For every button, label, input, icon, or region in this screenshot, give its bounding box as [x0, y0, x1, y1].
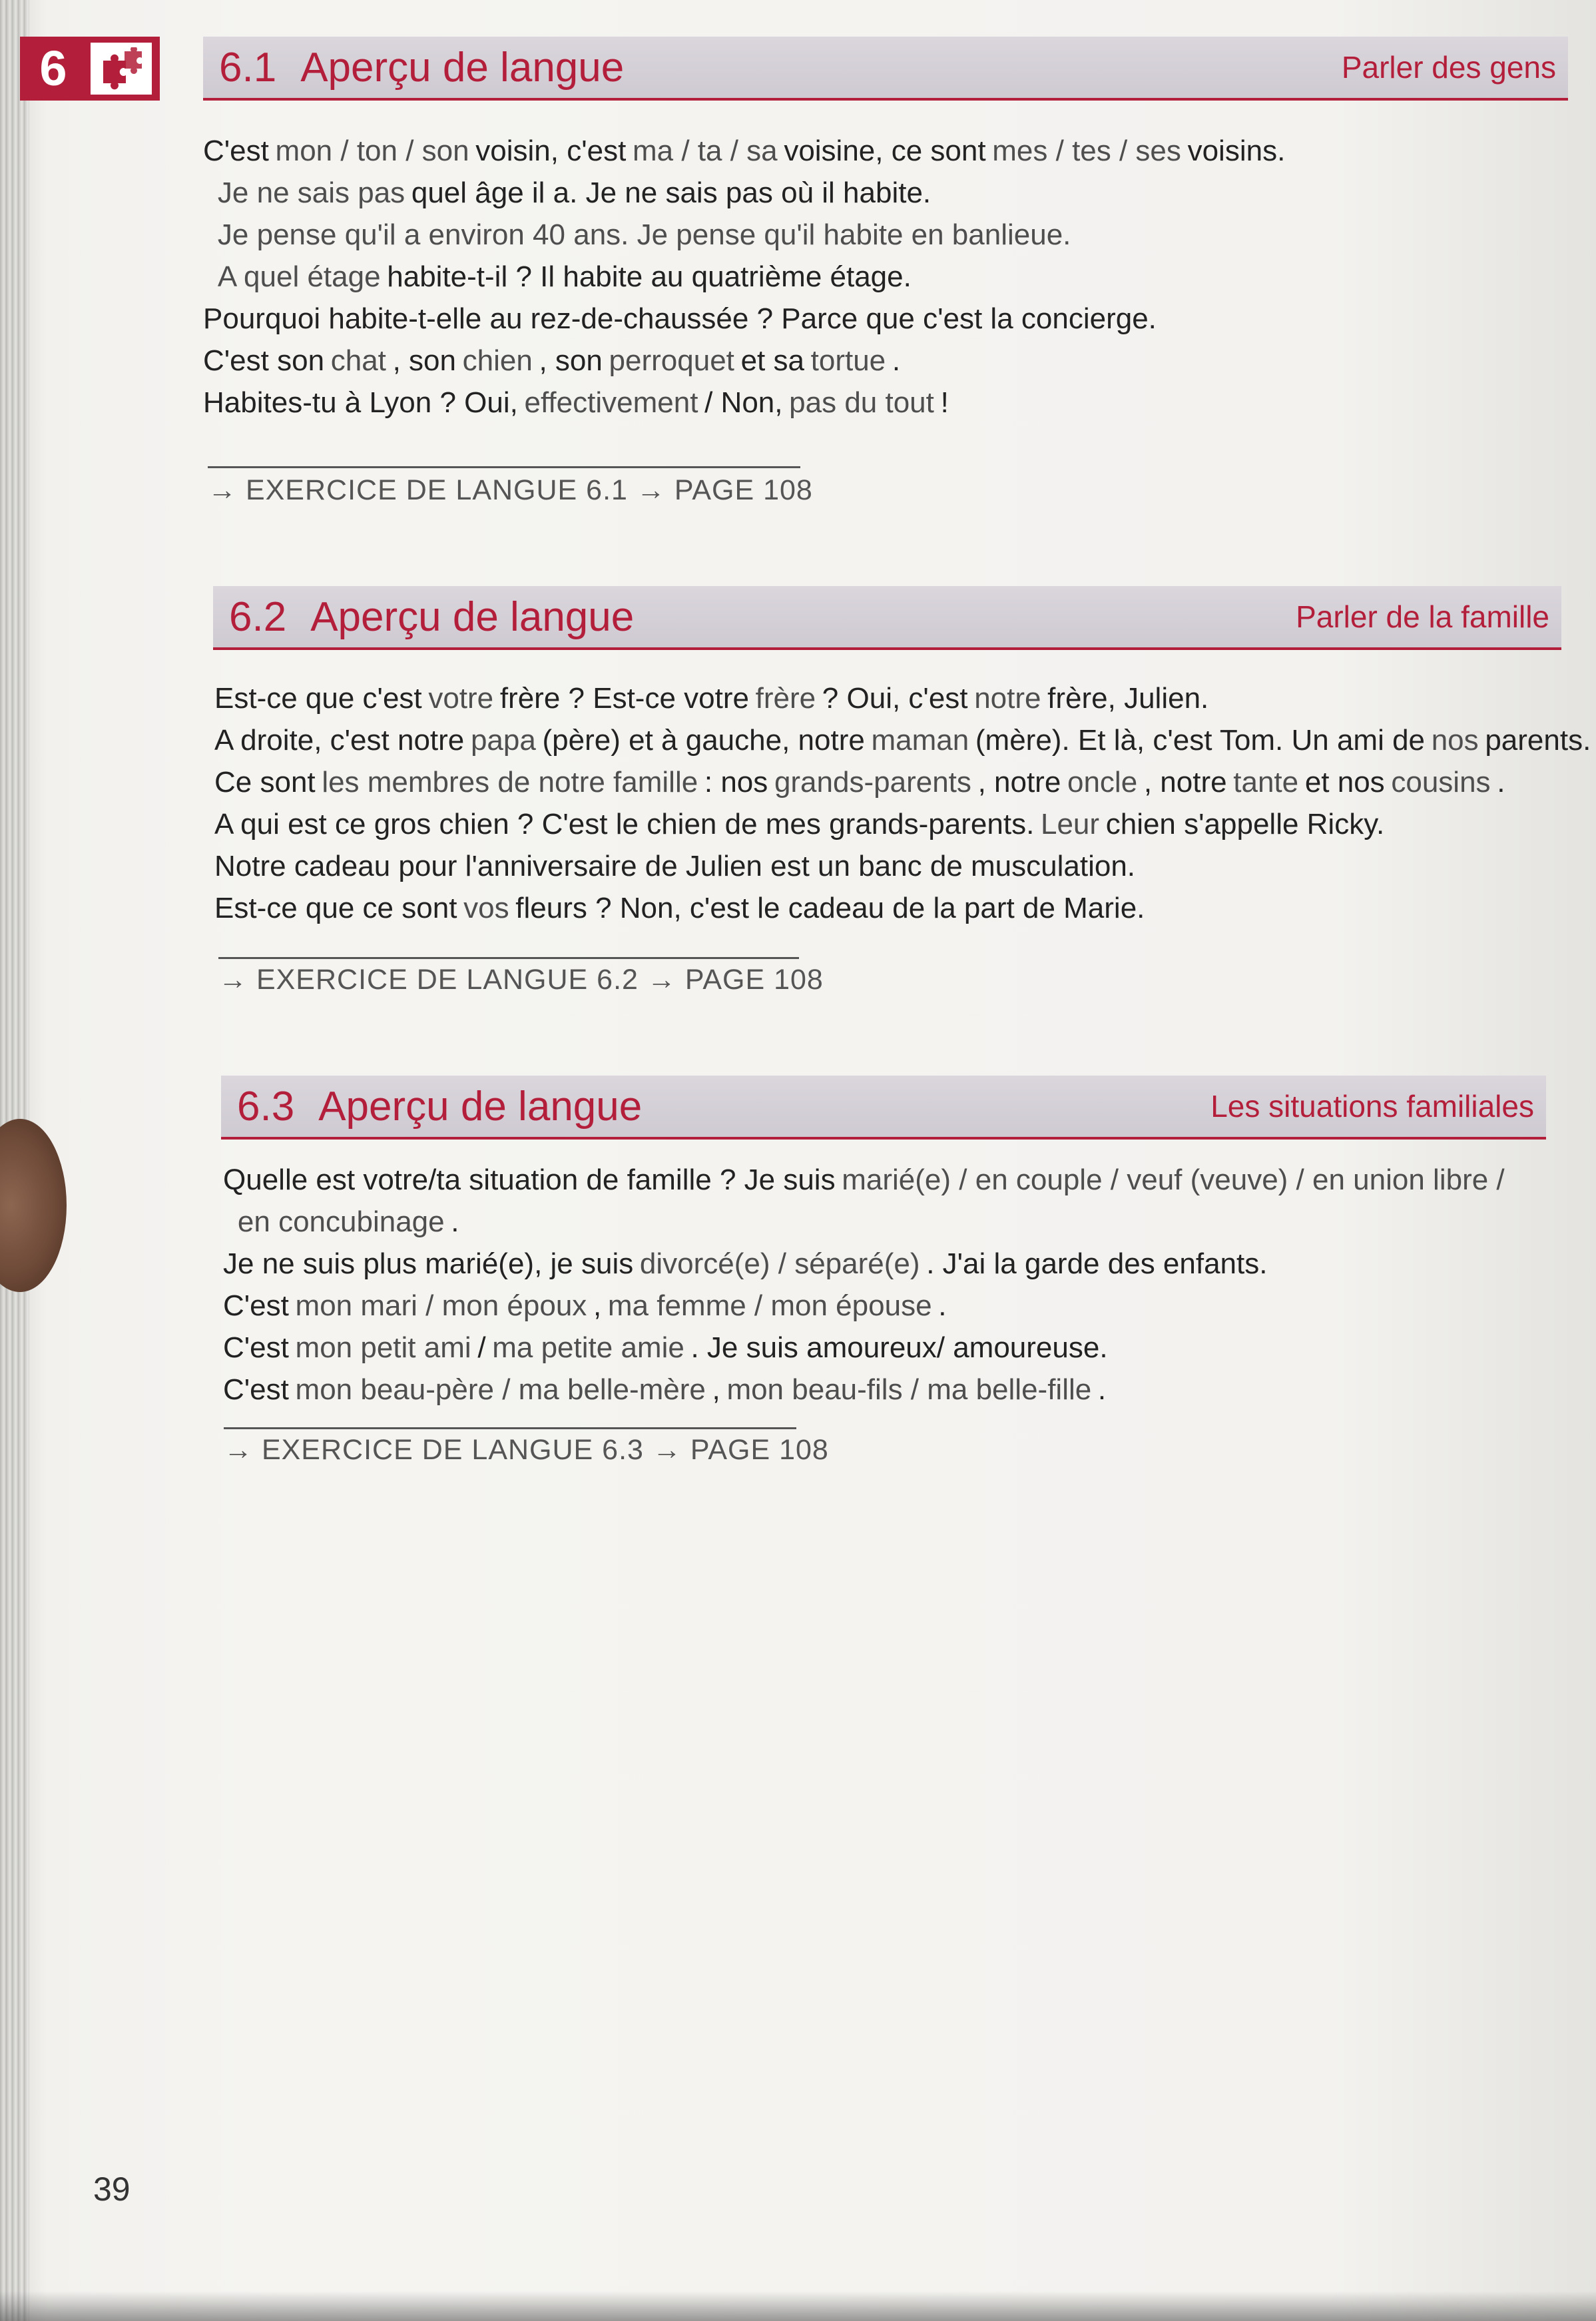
line-text: ! [940, 386, 949, 419]
answer-fill: en concubinage [237, 1205, 445, 1238]
section-subtitle: Parler de la famille [1296, 599, 1549, 634]
text-line [214, 887, 1591, 929]
section-title-text: Aperçu de langue [310, 593, 635, 640]
answer-fill: mes / tes / ses [992, 135, 1181, 167]
text-line [223, 1243, 1511, 1285]
answer-fill: perroquet [609, 344, 734, 377]
line-text: habite-t-il ? Il habite au quatrième étage. [387, 260, 912, 293]
line-text: . Je suis amoureux/ amoureuse. [690, 1331, 1108, 1364]
section-title-text: Aperçu de langue [300, 44, 625, 91]
answer-fill: frère [755, 682, 816, 715]
line-text: , notre [977, 766, 1061, 799]
section-subtitle: Les situations familiales [1210, 1089, 1534, 1124]
line-text: et sa [740, 344, 804, 377]
page-number: 39 [93, 2170, 131, 2208]
line-text: frère, Julien. [1047, 682, 1209, 715]
section-title [221, 1083, 642, 1130]
text-line [203, 130, 1285, 172]
answer-fill: chien [462, 344, 533, 377]
line-text: Ce sont [214, 766, 316, 799]
answer-fill: ma femme / mon épouse [607, 1289, 932, 1322]
answer-fill: mon beau-fils / ma belle-fille [726, 1373, 1092, 1406]
line-text: ? Oui, c'est [822, 682, 968, 715]
answer-fill: cousins [1391, 766, 1491, 799]
answer-fill: oncle [1067, 766, 1138, 799]
answer-fill: pas du tout [789, 386, 934, 419]
line-text: , son [392, 344, 456, 377]
line-text: Quelle est votre/ta situation de famille ? Je suis [223, 1163, 836, 1196]
line-text: , notre [1143, 766, 1227, 799]
answer-fill: chat [330, 344, 386, 377]
line-text: fleurs ? Non, c'est le cadeau de la part de Marie. [515, 892, 1145, 924]
line-text: Est-ce que c'est [214, 682, 422, 715]
text-line [223, 1159, 1511, 1201]
line-text: frère ? Est-ce votre [499, 682, 749, 715]
line-text: Notre cadeau pour l'anniversaire de Julien est un banc de musculation. [214, 850, 1136, 882]
puzzle-icon [91, 43, 152, 95]
answer-fill: papa [470, 724, 536, 757]
line-text: . [892, 344, 901, 377]
section-title [213, 593, 634, 641]
text-line [203, 298, 1285, 340]
text-line [214, 719, 1591, 761]
text-line [223, 1327, 1511, 1369]
text-line [223, 1201, 1511, 1243]
line-text: voisins. [1187, 135, 1286, 167]
answer-fill: les membres de notre famille [322, 766, 698, 799]
section-body-6-1 [203, 130, 1285, 424]
answer-fill: ma / ta / sa [633, 135, 778, 167]
text-line [203, 340, 1285, 382]
line-text: C'est son [203, 344, 325, 377]
line-text: A qui est ce gros chien ? C'est le chien de mes grands-parents. [214, 808, 1035, 840]
answer-fill: effectivement [524, 386, 698, 419]
thumb [0, 1119, 67, 1292]
answer-fill: tante [1233, 766, 1299, 799]
line-text: / Non, [704, 386, 783, 419]
answer-fill: mon beau-père / ma belle-mère [295, 1373, 706, 1406]
text-line [214, 761, 1591, 803]
line-text: C'est [223, 1289, 289, 1322]
line-text: C'est [203, 135, 269, 167]
text-line [203, 256, 1285, 298]
section-title [203, 44, 624, 91]
section-header-6-1 [203, 37, 1568, 101]
exercise-link-6-3[interactable]: → EXERCICE DE LANGUE 6.3 → PAGE 108 [224, 1434, 829, 1466]
answer-fill: ma petite amie [492, 1331, 684, 1364]
line-text: . [1097, 1373, 1107, 1406]
line-text: , [593, 1289, 602, 1322]
section-subtitle: Parler des gens [1341, 50, 1556, 85]
answer-fill: Je ne sais pas [217, 176, 405, 209]
section-number: 6.2 [229, 593, 287, 640]
exercise-rule [224, 1427, 796, 1429]
text-line [223, 1285, 1511, 1327]
line-text: chien s'appelle Ricky. [1105, 808, 1385, 840]
answer-fill: marié(e) / en couple / veuf (veuve) / en union libre / [842, 1163, 1505, 1196]
answer-fill: nos [1431, 724, 1479, 757]
section-body-6-2 [214, 677, 1591, 929]
line-text: Habites-tu à Lyon ? Oui, [203, 386, 518, 419]
line-text: quel âge il a. Je ne sais pas où il habite. [411, 176, 931, 209]
section-header-6-3 [221, 1076, 1546, 1140]
chapter-tab [20, 37, 160, 101]
text-line [214, 845, 1591, 887]
answer-fill: notre [974, 682, 1041, 715]
answer-fill: Leur [1040, 808, 1100, 840]
exercise-link-6-1[interactable]: → EXERCICE DE LANGUE 6.1 → PAGE 108 [208, 474, 813, 506]
line-text: . J'ai la garde des enfants. [926, 1247, 1268, 1280]
text-line [214, 677, 1591, 719]
exercise-link-6-2[interactable]: → EXERCICE DE LANGUE 6.2 → PAGE 108 [218, 964, 824, 996]
line-text: / [477, 1331, 486, 1364]
chapter-number: 6 [39, 41, 67, 96]
exercise-rule [218, 957, 799, 959]
text-line [223, 1369, 1511, 1411]
line-text: . [1497, 766, 1505, 799]
line-text: Est-ce que ce sont [214, 892, 457, 924]
answer-fill: mon petit ami [295, 1331, 471, 1364]
answer-fill: tortue [810, 344, 886, 377]
section-number: 6.3 [237, 1083, 295, 1130]
answer-fill: mon mari / mon époux [295, 1289, 587, 1322]
text-line [203, 172, 1285, 214]
page-edge-shadow [0, 2291, 1596, 2321]
line-text: Je ne suis plus marié(e), je suis [223, 1247, 634, 1280]
line-text: : nos [704, 766, 768, 799]
answer-fill: votre [428, 682, 494, 715]
line-text: . [938, 1289, 947, 1322]
section-header-6-2 [213, 586, 1561, 650]
line-text: (père) et à gauche, notre [542, 724, 865, 757]
answer-fill: mon / ton / son [275, 135, 469, 167]
answer-fill: vos [463, 892, 509, 924]
line-text: (mère). Et là, c'est Tom. Un ami de [975, 724, 1426, 757]
section-number: 6.1 [219, 44, 277, 91]
section-title-text: Aperçu de langue [318, 1083, 643, 1130]
answer-fill: Je pense qu'il a environ 40 ans. Je pense qu'il habite en banlieue. [217, 218, 1071, 251]
text-line [203, 382, 1285, 424]
text-line [203, 214, 1285, 256]
section-body-6-3 [223, 1159, 1511, 1411]
line-text: Pourquoi habite-t-elle au rez-de-chaussée ? Parce que c'est la concierge. [203, 302, 1157, 335]
line-text: parents. [1485, 724, 1591, 757]
line-text: C'est [223, 1331, 289, 1364]
line-text: voisin, c'est [475, 135, 627, 167]
exercise-rule [208, 466, 800, 468]
text-line [214, 803, 1591, 845]
line-text: , son [539, 344, 603, 377]
answer-fill: divorcé(e) / séparé(e) [639, 1247, 920, 1280]
line-text: . [451, 1205, 459, 1238]
line-text: voisine, ce sont [784, 135, 986, 167]
line-text: , [712, 1373, 720, 1406]
answer-fill: grands-parents [774, 766, 971, 799]
line-text: et nos [1304, 766, 1385, 799]
answer-fill: maman [871, 724, 969, 757]
line-text: A droite, c'est notre [214, 724, 465, 757]
line-text: C'est [223, 1373, 289, 1406]
answer-fill: A quel étage [217, 260, 381, 293]
